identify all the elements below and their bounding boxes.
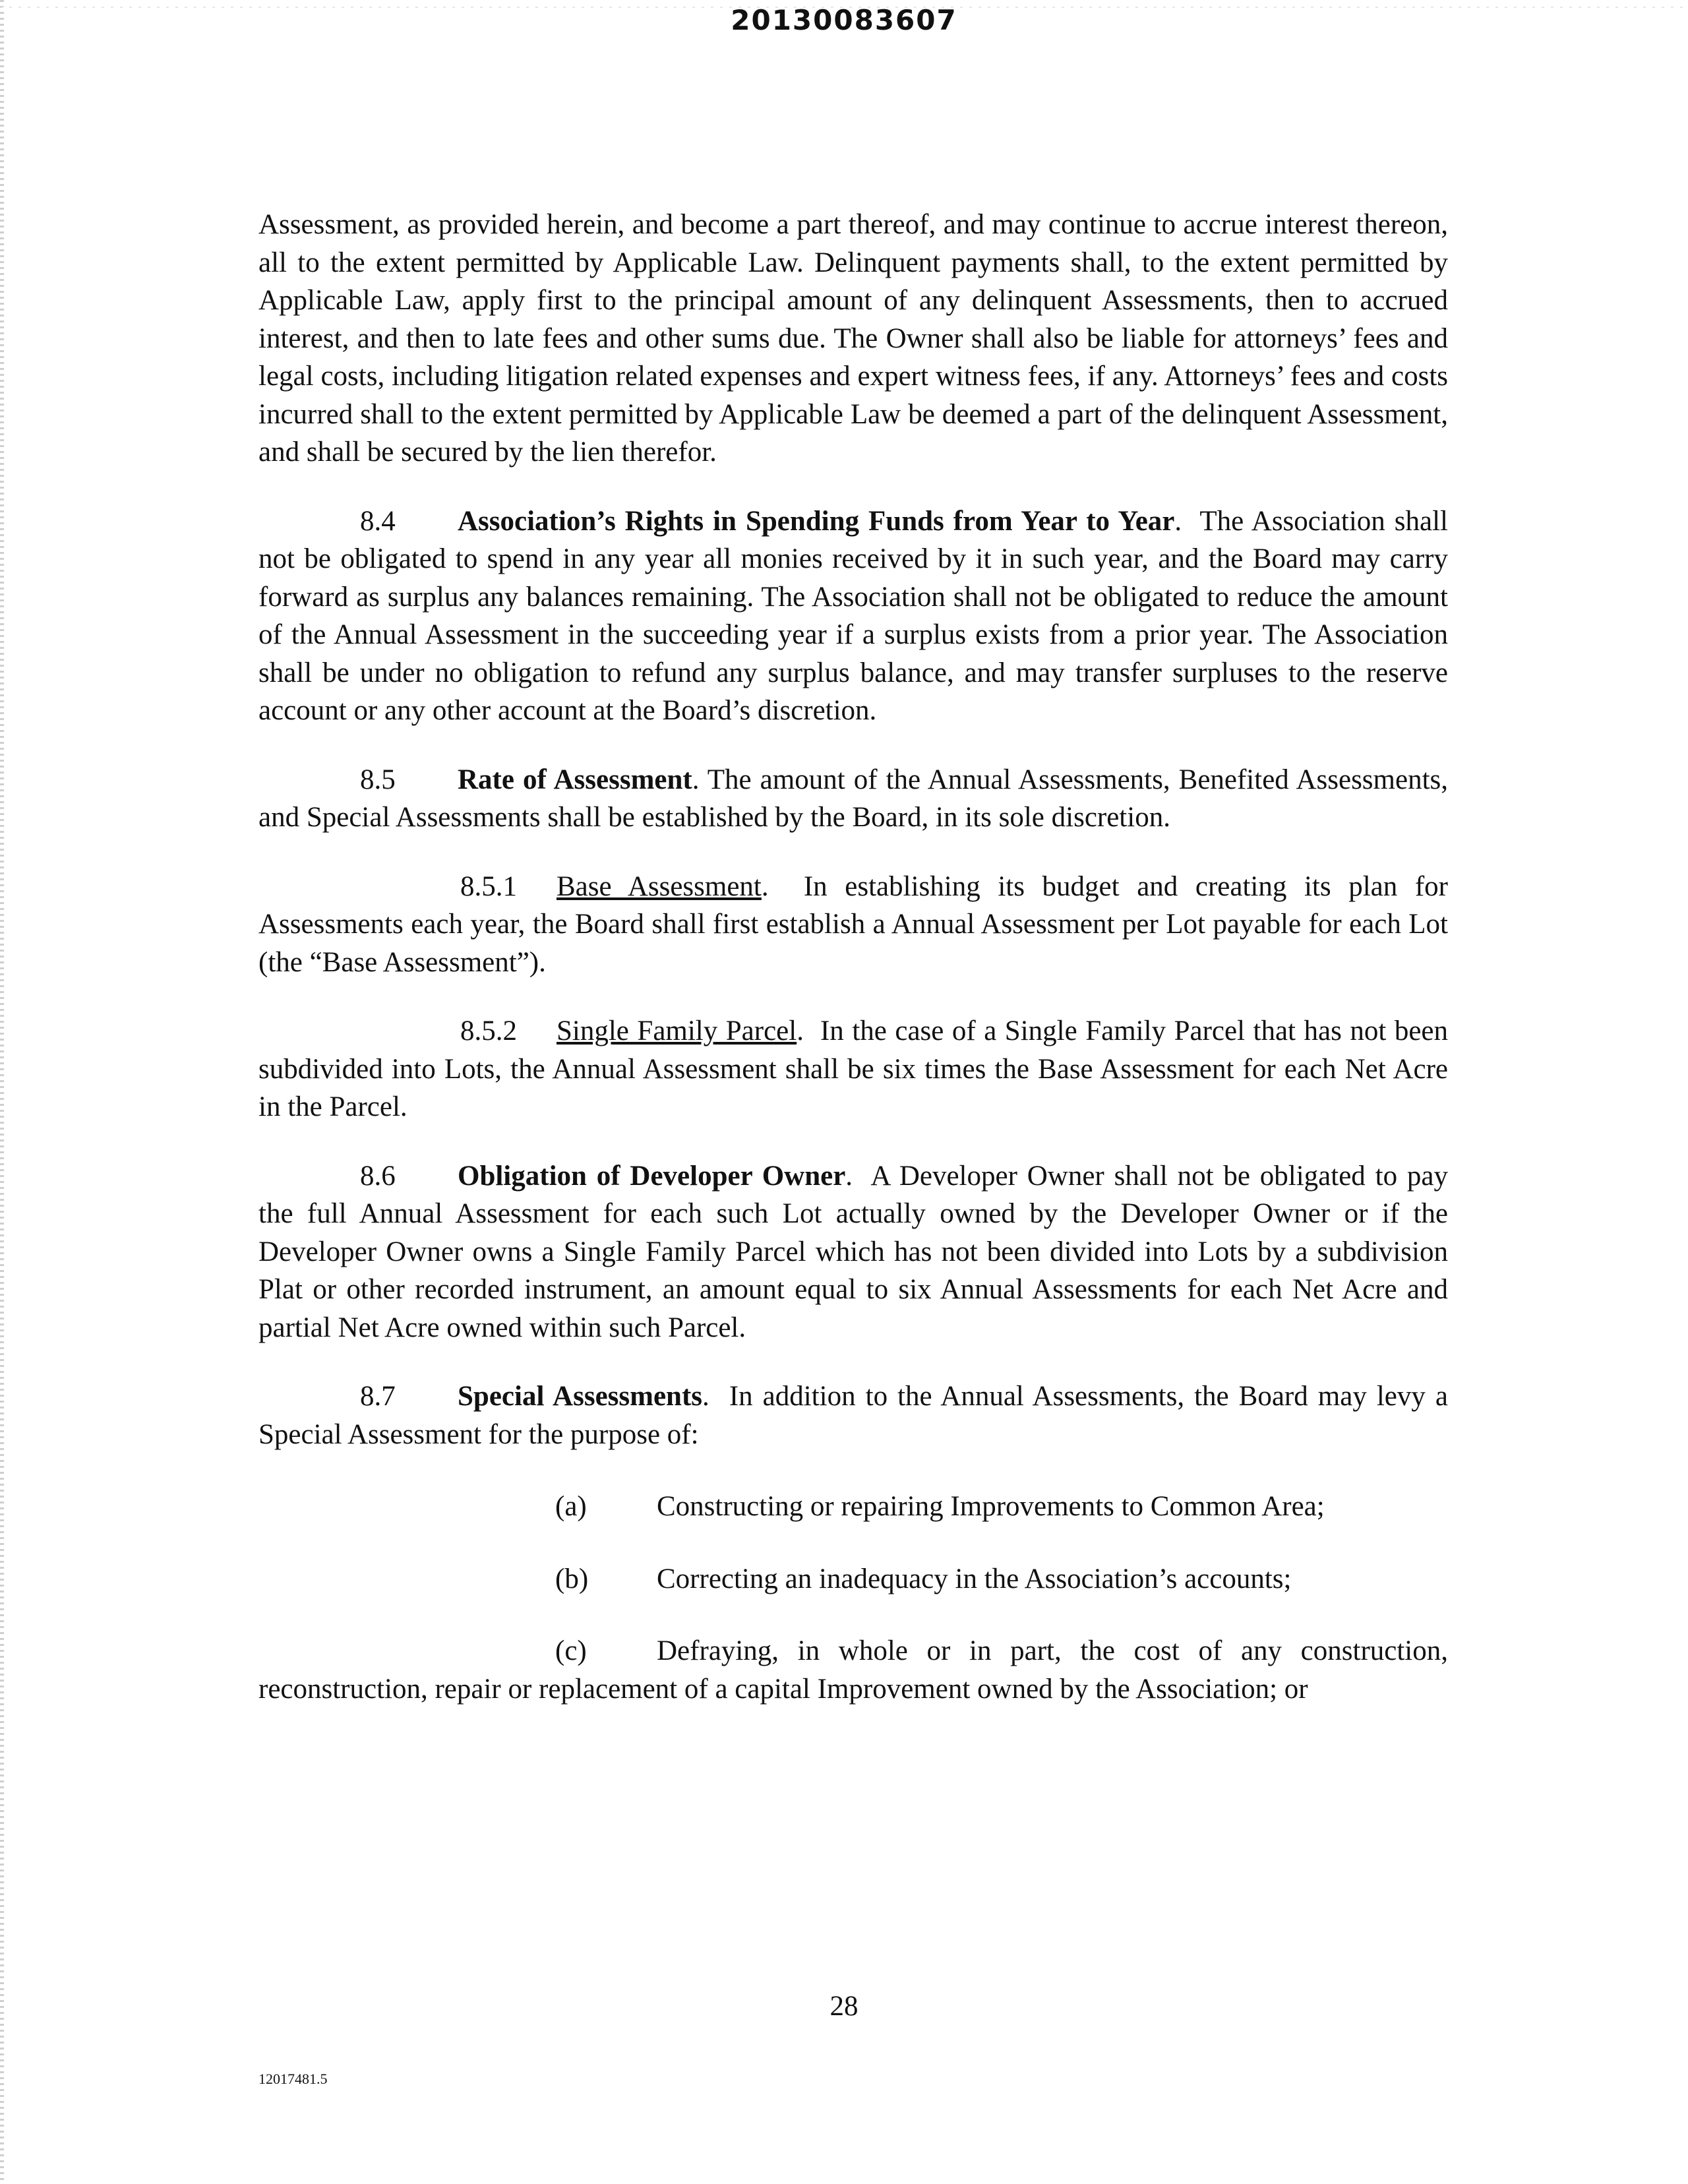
document-body [258,206,1448,1708]
list-item-text: Defraying, in whole or in part, the cost of any construction, reconstruction, repair or replacement of a capital Improvement owned by the Association; or [258,1635,1448,1705]
list-item-label: (b) [555,1563,589,1594]
section-number: 8.5 [360,764,396,795]
section-8-5: 8.5 Rate of Assessment. The amount of the Annual Assessments, Benefited Assessments, and Special Assessments shall be established by the Board, in its sole discretion. [258,761,1448,837]
section-text: A Developer Owner shall not be obligated to pay the full Annual Assessment for each such Lot actually owned by the Developer Owner or if the Developer Owner owns a Single Family Parcel which has not been divided into Lots by a subdivision Plat or other recorded instrument, an amount equal to six Annual Assessments for each Net Acre and partial Net Acre owned within such Parcel. [258,1160,1448,1343]
scan-edge-artifact [0,0,4,2184]
section-title: Special Assessments [458,1381,702,1412]
section-text: The amount of the Annual Assessments, Benefited Assessments, and Special Assessments shall be established by the Board, in its sole discretion. [258,764,1449,833]
document-id: 12017481.5 [258,2071,328,2087]
section-number: 8.5.2 [460,1016,517,1046]
section-text: The Association shall not be obligated to spend in any year all monies received by it in such year, and the Board may carry forward as surplus any balances remaining. The Association shall not be obligated to reduce the amount of the Annual Assessment in the succeeding year if a surplus exists from a prior year. The Association shall be under no obligation to refund any surplus balance, and may transfer surpluses to the reserve account or any other account at the Board’s discretion. [258,505,1448,726]
section-8-4: 8.4 Association’s Rights in Spending Funds from Year to Year. The Association shall not be obligated to spend in any year all monies received by it in such year, and the Board may carry forward as surplus any balances remaining. The Association shall not be obligated to reduce the amount of the Annual Assessment in the succeeding year if a surplus exists from a prior year. The Association shall be under no obligation to refund any surplus balance, and may transfer surpluses to the reserve account or any other account at the Board’s discretion. [258,502,1448,730]
section-8-7: 8.7 Special Assessments. In addition to the Annual Assessments, the Board may levy a Special Assessment for the purpose of: [258,1378,1448,1453]
section-number: 8.5.1 [460,870,517,902]
section-text: In the case of a Single Family Parcel that has not been subdivided into Lots, the Annual Assessment shall be six times the Base Assessment for each Net Acre in the Parcel. [258,1016,1448,1122]
recording-number: 20130083607 [731,4,957,36]
section-number: 8.6 [360,1160,396,1192]
section-title: Rate of Assessment [458,764,692,795]
list-item-c [258,1632,1448,1708]
section-title: Single Family Parcel [557,1016,797,1046]
section-8-5-1: 8.5.1 Base Assessment. In establishing its budget and creating its plan for Assessments each year, the Board shall first establish a Annual Assessment per Lot payable for each Lot (the “Base Assessment”). [258,868,1448,982]
section-number: 8.7 [360,1381,396,1412]
list-item-text: Constructing or repairing Improvements to Common Area; [657,1491,1325,1522]
page-number: 28 [829,1991,859,2022]
list-item-label: (c) [555,1635,587,1666]
list-item-b [258,1560,1448,1598]
list-item-text: Correcting an inadequacy in the Association’s accounts; [657,1563,1292,1594]
section-title: Base Assessment [557,870,762,902]
section-text: In establishing its budget and creating its plan for Assessments each year, the Board shall first establish a Annual Assessment per Lot payable for each Lot (the “Base Assessment”). [258,870,1448,978]
section-title: Association’s Rights in Spending Funds from Year to Year [458,505,1175,537]
section-title: Obligation of Developer Owner [458,1160,846,1192]
section-8-5-2: 8.5.2 Single Family Parcel. In the case of a Single Family Parcel that has not been subdivided into Lots, the Annual Assessment shall be six times the Base Assessment for each Net Acre in the Parcel. [258,1012,1448,1126]
section-8-6: 8.6 Obligation of Developer Owner. A Developer Owner shall not be obligated to pay the full Annual Assessment for each such Lot actually owned by the Developer Owner or if the Developer Owner owns a Single Family Parcel which has not been divided into Lots by a subdivision Plat or other recorded instrument, an amount equal to six Annual Assessments for each Net Acre and partial Net Acre owned within such Parcel. [258,1157,1448,1347]
continued-paragraph: Assessment, as provided herein, and become a part thereof, and may continue to accrue interest thereon, all to the extent permitted by Applicable Law. Delinquent payments shall, to the extent permitted by Applicable Law, apply first to the principal amount of any delinquent Assessments, then to accrued interest, and then to late fees and other sums due. The Owner shall also be liable for attorneys’ fees and legal costs, including litigation related expenses and expert witness fees, if any. Attorneys’ fees and costs incurred shall to the extent permitted by Applicable Law be deemed a part of the delinquent Assessment, and shall be secured by the lien therefor. [258,209,1448,468]
list-item-label: (a) [555,1491,587,1522]
section-text: In addition to the Annual Assessments, the Board may levy a Special Assessment for the purpose of: [258,1381,1448,1450]
list-item-a [258,1488,1448,1526]
section-number: 8.4 [360,505,396,537]
